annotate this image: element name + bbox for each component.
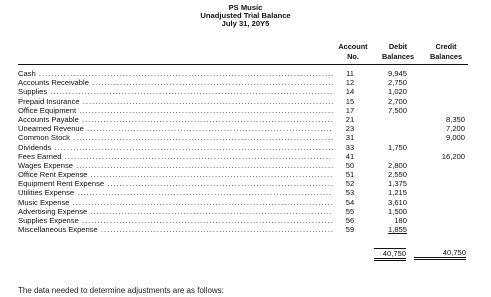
- account-number: 52: [345, 179, 355, 189]
- account-name: Equipment Rent Expense .....: [18, 179, 333, 188]
- account-number: 12: [345, 78, 355, 88]
- account-name: Accounts Payable .....: [18, 115, 333, 124]
- debit-balance: 7,500: [387, 105, 407, 115]
- account-number: 53: [345, 188, 355, 198]
- table-row: [18, 225, 480, 234]
- table-row: [18, 143, 480, 152]
- account-name: Unearned Revenue .....: [18, 124, 333, 133]
- table-row: [18, 106, 480, 115]
- account-number: 21: [345, 114, 355, 124]
- debit-balance: 1,215: [387, 188, 407, 198]
- total-credit: 40,750: [414, 248, 466, 260]
- account-name: Dividends .....: [18, 143, 333, 152]
- table-row: [18, 216, 480, 225]
- account-no-header: [330, 42, 376, 62]
- table-row: [18, 207, 480, 216]
- account-number: 59: [345, 225, 355, 235]
- account-number: 33: [345, 142, 355, 152]
- account-name: Advertising Expense .....: [18, 207, 333, 216]
- account-name: Fees Earned .....: [18, 152, 333, 161]
- credit-balance: 16,200: [441, 151, 465, 161]
- header-rule: [18, 64, 468, 65]
- credit-header-line1: Credit: [435, 42, 457, 51]
- debit-header: [378, 42, 418, 62]
- account-number: 15: [345, 96, 355, 106]
- debit-balance: 1,750: [387, 142, 407, 152]
- credit-balance: 9,000: [445, 133, 465, 143]
- table-row: [18, 198, 480, 207]
- table-row: [18, 97, 480, 106]
- account-name: Utilities Expense .....: [18, 188, 333, 197]
- account-number: 11: [346, 69, 354, 78]
- report-date: July 31, 20Y5: [221, 19, 270, 28]
- table-row: [18, 161, 480, 170]
- account-name: Prepaid Insurance .....: [18, 97, 333, 106]
- account-number: 17: [345, 105, 355, 115]
- debit-balance: 2,800: [387, 160, 407, 170]
- table-row: [18, 133, 480, 142]
- report-title: Unadjusted Trial Balance: [200, 11, 291, 20]
- account-name: Supplies Expense .....: [18, 216, 333, 225]
- account-number: 54: [345, 197, 355, 207]
- table-row: [18, 170, 480, 179]
- account-number: 50: [345, 160, 355, 170]
- account-no-header-line1: Account: [338, 42, 368, 51]
- debit-balance: 1,500: [387, 206, 407, 216]
- account-name: Office Equipment .....: [18, 106, 333, 115]
- account-name: Supplies .....: [18, 87, 333, 96]
- total-debit: 40,750: [374, 248, 406, 261]
- account-name: Music Expense .....: [18, 198, 333, 207]
- table-row: [18, 124, 480, 133]
- debit-balance: 3,610: [387, 197, 407, 207]
- debit-balance: 2,700: [387, 96, 407, 106]
- debit-balance: 2,550: [387, 170, 407, 180]
- table-row: [18, 69, 480, 78]
- debit-balance: 1,375: [387, 179, 407, 189]
- credit-balance: 8,350: [445, 114, 465, 124]
- account-number: 55: [345, 206, 355, 216]
- debit-header-line2: Balances: [381, 52, 415, 61]
- account-name: Cash .....: [18, 69, 333, 78]
- table-row: [18, 179, 480, 188]
- account-name: Common Stock .....: [18, 133, 333, 142]
- debit-balance: 180: [394, 216, 407, 225]
- debit-header-line1: Debit: [388, 42, 408, 51]
- table-row: [18, 87, 480, 96]
- credit-header: [422, 42, 470, 62]
- debit-balance: 1,855: [387, 225, 407, 235]
- account-name: Office Rent Expense .....: [18, 170, 333, 179]
- credit-balance: 7,200: [445, 124, 465, 134]
- debit-balance: 1,020: [387, 87, 407, 97]
- debit-balance: 2,750: [387, 78, 407, 88]
- footer-text: The data needed to determine adjustments are as follows:: [18, 286, 224, 295]
- table-row: [18, 115, 480, 124]
- account-no-header-line2: No.: [347, 52, 359, 61]
- account-number: 41: [345, 151, 355, 161]
- account-number: 14: [345, 87, 355, 97]
- account-number: 51: [345, 170, 355, 180]
- debit-balance: 9,945: [387, 69, 407, 78]
- company-name: PS Music: [228, 3, 263, 12]
- table-row: [18, 188, 480, 197]
- account-number: 56: [345, 216, 355, 225]
- account-name: Miscellaneous Expense .....: [18, 225, 333, 234]
- account-name: Wages Expense .....: [18, 161, 333, 170]
- credit-header-line2: Balances: [429, 52, 463, 61]
- trial-balance-table: [18, 69, 480, 234]
- table-row: [18, 78, 480, 87]
- table-row: [18, 152, 480, 161]
- account-number: 23: [345, 124, 355, 134]
- account-number: 31: [345, 133, 355, 143]
- account-name: Accounts Receivable .....: [18, 78, 333, 87]
